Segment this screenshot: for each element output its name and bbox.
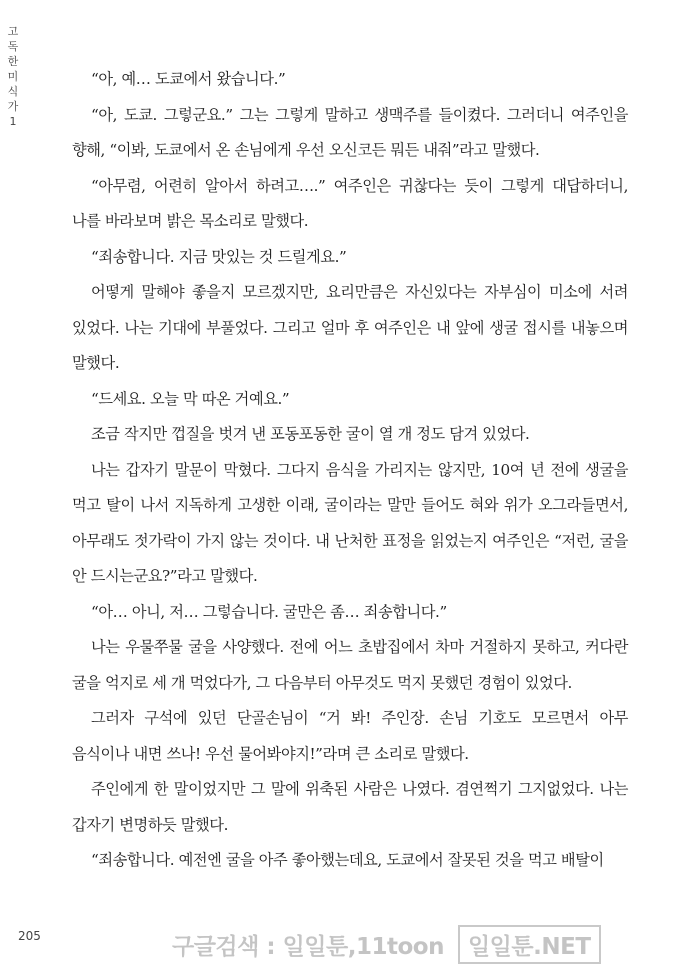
watermark-site-box: 일일툰.NET (458, 925, 601, 964)
running-head-book-title: 고독한 미식가 1 (7, 25, 19, 128)
paragraph-11: 그러자 구석에 있던 단골손님이 “거 봐! 주인장. 손님 기호도 모르면서 아무 음식이나 내면 쓰나! 우선 물어봐야지!”라며 큰 소리로 말했다. (72, 709, 628, 763)
watermark (172, 926, 601, 962)
paragraph-12: 주인에게 한 말이었지만 그 말에 위축된 사람은 나였다. 겸연쩍기 그지없었다. 나는 갑자기 변명하듯 말했다. (72, 780, 628, 834)
paragraph-7: 조금 작지만 껍질을 벗겨 낸 포동포동한 굴이 열 개 정도 담겨 있었다. (91, 425, 530, 443)
paragraph-2: “아, 도쿄. 그렇군요.” 그는 그렇게 말하고 생맥주를 들이켰다. 그러더니 여주인을 향해, “이봐, 도쿄에서 온 손님에게 우선 오신코든 뭐든 내줘”라고 말했다. (72, 105, 628, 159)
page-number: 205 (18, 929, 41, 943)
paragraph-4: “죄송합니다. 지금 맛있는 것 드릴게요.” (91, 247, 347, 266)
paragraph-10: 나는 우물쭈물 굴을 사양했다. 전에 어느 초밥집에서 차마 거절하지 못하고, 커다란 굴을 억지로 세 개 먹었다가, 그 다음부터 아무것도 먹지 못했던 경험이 있었다. (72, 638, 628, 692)
paragraph-13: “죄송합니다. 예전엔 굴을 아주 좋아했는데요, 도쿄에서 잘못된 것을 먹고 배탈이 (91, 851, 604, 869)
paragraph-6: “드세요. 오늘 막 따온 거예요.” (91, 389, 290, 408)
paragraph-5: 어떻게 말해야 좋을지 모르겠지만, 요리만큼은 자신있다는 자부심이 미소에 서려 있었다. 나는 기대에 부풀었다. 그리고 얼마 후 여주인은 내 앞에 생굴 접시를 내놓으며 말했다. (72, 283, 628, 372)
body-text (72, 62, 628, 879)
paragraph-8: 나는 갑자기 말문이 막혔다. 그다지 음식을 가리지는 않지만, 10여 년 전에 생굴을 먹고 탈이 나서 지독하게 고생한 이래, 굴이라는 말만 들어도 혀와 위가 오그라들면서, 아무래도 젓가락이 가지 않는 것이다. 내 난처한 표정을 읽었는지 여주인은 “저런, 굴을 안 드시는군요?”라고 말했다. (72, 460, 628, 585)
paragraph-3: “아무렴, 어련히 알아서 하려고….” 여주인은 귀찮다는 듯이 그렇게 대답하더니, 나를 바라보며 밝은 목소리로 말했다. (72, 176, 628, 230)
paragraph-9: “아… 아니, 저… 그렇습니다. 굴만은 좀… 죄송합니다.” (91, 602, 447, 621)
watermark-search-text: 구글검색 : 일일툰,11toon (172, 933, 444, 960)
paragraph-1: “아, 예… 도쿄에서 왔습니다.” (91, 70, 286, 88)
